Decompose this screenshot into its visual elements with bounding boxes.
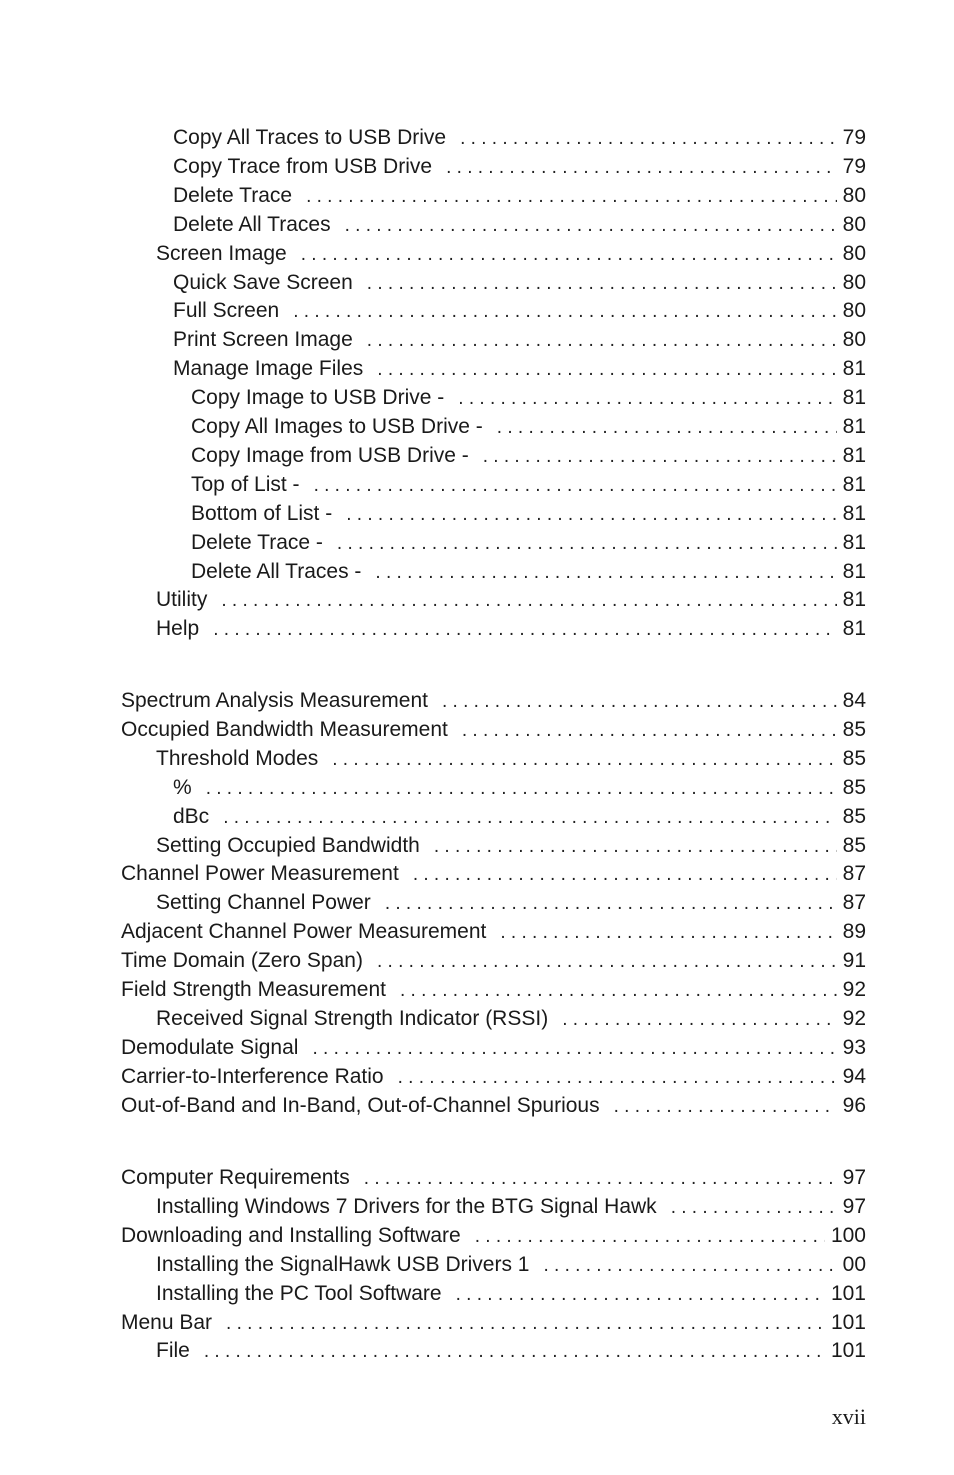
dot-leader [671,1194,837,1221]
toc-entry[interactable] [173,124,866,152]
toc-entry[interactable] [173,182,866,210]
dot-leader [206,775,837,802]
dot-leader [544,1252,837,1279]
toc-entry-label: Utility [156,588,208,612]
toc-entry-label: Delete Trace [173,183,293,207]
dot-leader [413,861,837,888]
dot-leader [375,559,836,586]
dot-leader [497,414,837,441]
toc-entry-page: 97 [842,1194,866,1218]
toc-entry-label: File [156,1339,190,1363]
toc-entry-page: 91 [842,949,866,973]
toc-entry[interactable] [121,860,866,888]
toc-entry[interactable] [173,326,866,354]
toc-entry-page: 80 [842,241,866,265]
toc-entry[interactable] [156,240,866,268]
toc-entry-page: 87 [842,862,866,886]
toc-entry[interactable] [156,1337,866,1365]
dot-leader [562,1006,836,1033]
toc-entry[interactable] [191,471,866,499]
toc-entry[interactable] [156,745,866,773]
toc-entry[interactable] [156,586,866,614]
toc-entry-label: Copy Image from USB Drive - [191,443,469,467]
dot-leader [293,298,836,325]
toc-entry-page: 81 [842,617,866,641]
dot-leader [223,804,836,831]
toc-entry-label: Manage Image Files [173,357,364,381]
toc-entry-label: Time Domain (Zero Span) [121,949,363,973]
dot-leader [460,125,837,152]
toc-entry-page: 85 [842,717,866,741]
toc-entry[interactable] [173,803,866,831]
toc-entry-label: Threshold Modes [156,746,319,770]
dot-leader [346,501,836,528]
toc-entry-label: Setting Occupied Bandwidth [156,833,420,857]
dot-leader [332,746,836,773]
dot-leader [400,977,837,1004]
toc-entry[interactable] [173,774,866,802]
dot-leader [367,327,837,354]
toc-entry-label: Bottom of List - [191,501,333,525]
dot-leader [364,1165,837,1192]
dot-leader [442,688,837,715]
toc-entry-page: 101 [830,1281,866,1305]
page-number: xvii [831,1404,866,1429]
toc-entry-label: Top of List - [191,472,300,496]
toc-entry[interactable] [156,1251,866,1279]
toc-entry[interactable] [173,211,866,239]
dot-leader [377,948,837,975]
dot-leader [398,1064,837,1091]
toc-entry[interactable] [121,1222,866,1250]
toc-entry-page: 00 [842,1252,866,1276]
toc-entry[interactable] [156,889,866,917]
toc-entry[interactable] [173,355,866,383]
toc-entry[interactable] [173,153,866,181]
toc-entry-page: 81 [842,501,866,525]
dot-leader [500,919,836,946]
toc-entry-page: 101 [830,1310,866,1334]
dot-leader [462,717,837,744]
dot-leader [312,1035,836,1062]
toc-entry-page: 84 [842,689,866,712]
toc-entry-page: 93 [842,1035,866,1059]
toc-entry-page: 81 [842,472,866,496]
dot-leader [434,833,837,860]
toc-entry-page: 79 [842,126,866,149]
dot-leader [446,154,837,181]
toc-entry[interactable] [156,1005,866,1033]
toc-entry-page: 79 [842,154,866,178]
toc-entry-label: Print Screen Image [173,328,353,352]
toc-entry-page: 81 [842,443,866,467]
dot-leader [367,270,837,297]
toc-entry-label: Full Screen [173,299,280,323]
toc-entry-label: Copy Image to USB Drive - [191,386,445,410]
dot-leader [221,587,836,614]
toc-entry-label: Installing the SignalHawk USB Drivers 1 [156,1252,530,1276]
toc-entry-label: Copy All Traces to USB Drive [173,126,447,149]
toc-entry-label: Adjacent Channel Power Measurement [121,920,487,944]
toc-entry-page: 80 [842,212,866,236]
toc-entry-page: 81 [842,357,866,381]
toc-entry-label: % [173,775,192,799]
toc-entry[interactable] [121,1063,866,1091]
toc-entry-page: 85 [842,833,866,857]
toc-entry-label: Delete Trace - [191,530,323,554]
toc-entry-page: 80 [842,299,866,323]
dot-leader [377,356,836,383]
toc-entry-label: Copy Trace from USB Drive [173,154,433,178]
dot-leader [337,530,837,557]
toc-entry-label: Menu Bar [121,1310,213,1334]
toc-entry-label: Demodulate Signal [121,1035,299,1059]
toc-entry-page: 81 [842,386,866,410]
dot-leader [226,1310,825,1337]
dot-leader [213,616,836,643]
toc-entry-page: 85 [842,775,866,799]
dot-leader [345,212,837,239]
toc-entry-label: Delete All Traces [173,212,331,236]
toc-entry-label: Downloading and Installing Software [121,1223,461,1247]
dot-leader [314,472,837,499]
toc-entry-page: 94 [842,1064,866,1088]
toc-entry[interactable] [121,1034,866,1062]
dot-leader [301,241,837,268]
toc-entry-page: 81 [842,415,866,438]
toc-entry-page: 96 [842,1093,866,1117]
toc-entry-page: 92 [842,978,866,1001]
toc-entry-page: 85 [842,804,866,828]
toc-entry-label: Quick Save Screen [173,270,353,294]
toc-entry[interactable] [191,442,866,470]
toc-entry[interactable] [191,500,866,528]
dot-leader [458,385,836,412]
toc-entry-label: Received Signal Strength Indicator (RSSI) [156,1006,549,1030]
dot-leader [456,1281,825,1308]
toc-entry-label: Computer Requirements [121,1166,350,1189]
toc-entry-page: 81 [842,588,866,612]
toc-entry[interactable] [121,716,866,744]
toc-entry-page: 81 [842,530,866,554]
dot-leader [475,1223,825,1250]
toc-entry-label: Field Strength Measurement [121,978,386,1001]
dot-leader [483,443,837,470]
toc-entry[interactable] [121,976,866,1004]
toc-entry-label: Installing Windows 7 Drivers for the BTG Signal Hawk [156,1194,657,1218]
toc-entry-label: Spectrum Analysis Measurement [121,689,428,712]
toc-entry-label: dBc [173,804,210,828]
toc-entry[interactable] [121,918,866,946]
toc-entry-page: 87 [842,891,866,915]
toc-entry-page: 85 [842,746,866,770]
toc-entry-label: Installing the PC Tool Software [156,1281,442,1305]
toc-entry-page: 100 [830,1223,866,1247]
toc-entry-label: Screen Image [156,241,287,265]
toc-entry[interactable] [156,615,866,643]
toc-entry-page: 97 [842,1166,866,1189]
toc-entry-label: Carrier-to-Interference Ratio [121,1064,384,1088]
toc-entry-label: Copy All Images to USB Drive - [191,415,483,438]
toc-entry-page: 101 [830,1339,866,1363]
toc-entry-label: Channel Power Measurement [121,862,399,886]
toc-entry[interactable] [173,297,866,325]
toc-entry[interactable] [191,529,866,557]
toc-entry[interactable] [121,1164,866,1192]
toc-entry-page: 80 [842,328,866,352]
toc-entry-page: 81 [842,559,866,583]
toc-entry[interactable] [191,384,866,412]
toc-entry[interactable] [173,269,866,297]
toc-entry[interactable] [121,947,866,975]
toc-entry-label: Occupied Bandwidth Measurement [121,717,448,741]
toc-entry[interactable] [156,1280,866,1308]
toc-entry-page: 92 [842,1006,866,1030]
dot-leader [306,183,837,210]
toc-entry-label: Delete All Traces - [191,559,362,583]
toc-entry[interactable] [121,687,866,715]
toc-entry-label: Help [156,617,200,641]
toc-entry-label: Out-of-Band and In-Band, Out-of-Channel Spurious [121,1093,600,1117]
dot-leader [614,1093,837,1120]
toc-entry-label: Setting Channel Power [156,891,371,915]
toc-entry-page: 80 [842,270,866,294]
toc-entry[interactable] [156,1193,866,1221]
dot-leader [385,890,837,917]
toc-entry[interactable] [156,832,866,860]
toc-entry[interactable] [191,558,866,586]
toc-entry-page: 80 [842,183,866,207]
toc-entry[interactable] [121,1309,866,1337]
toc-entry[interactable] [191,413,866,441]
toc-entry-page: 89 [842,920,866,944]
dot-leader [204,1338,825,1365]
toc-entry[interactable] [121,1092,866,1120]
